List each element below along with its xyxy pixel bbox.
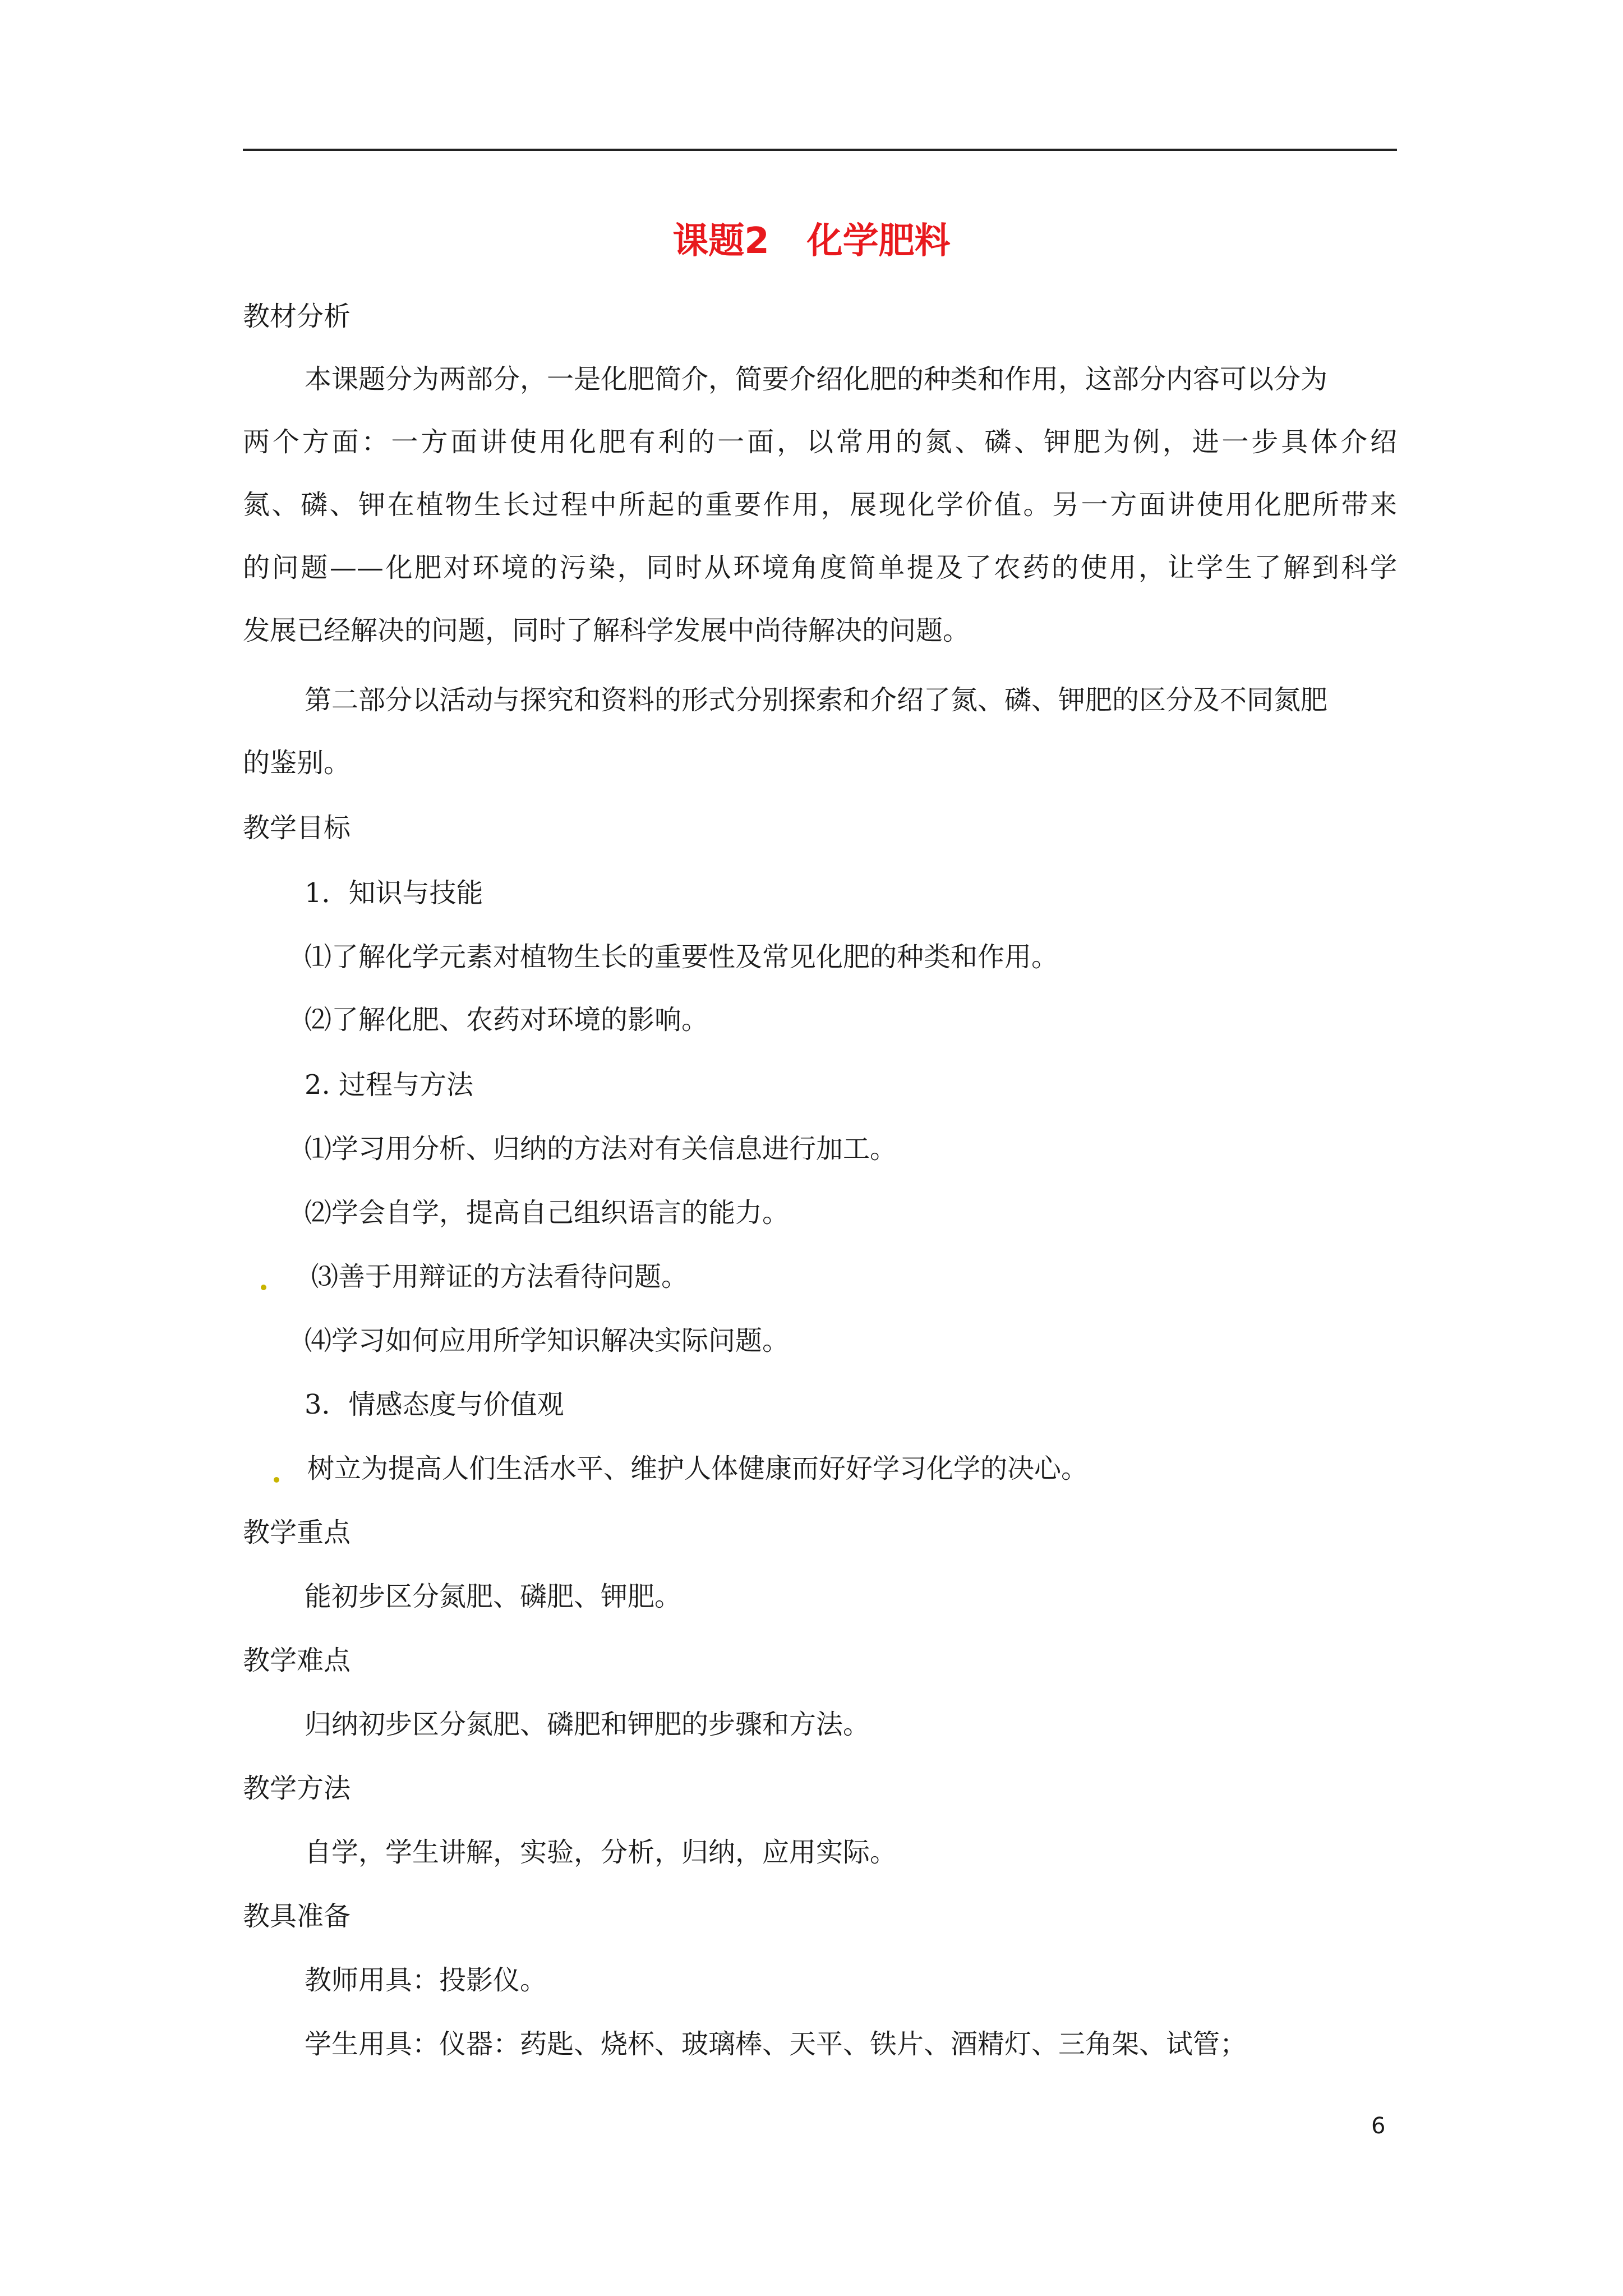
header-rule [243,149,1397,151]
analysis-p2-line1: 第二部分以活动与探究和资料的形式分别探索和介绍了氮、磷、钾肥的区分及不同氮肥 [305,684,1328,716]
goal-3: 3．情感态度与价值观 [305,1389,564,1420]
goal-3-a: 树立为提高人们生活水平、维护人体健康而好好学习化学的决心。 [307,1453,1089,1484]
analysis-p2-line2: 的鉴别。 [243,747,351,779]
analysis-p1-line3: 氮、磷、钾在植物生长过程中所起的重要作用，展现化学价值。另一方面讲使用化肥所带来 [243,489,1397,521]
analysis-p1-line4: 的问题——化肥对环境的污染，同时从环境角度简单提及了农药的使用，让学生了解到科学 [243,552,1397,583]
margin-dot [261,1285,266,1290]
goal-2: 2. 过程与方法 [305,1069,474,1101]
heading-focus: 教学重点 [243,1517,351,1548]
tools-student: 学生用具：仪器：药匙、烧杯、玻璃棒、天平、铁片、酒精灯、三角架、试管； [305,2028,1247,2060]
analysis-p1-line1: 本课题分为两部分，一是化肥简介，简要介绍化肥的种类和作用，这部分内容可以分为 [305,364,1328,395]
analysis-p1-line5: 发展已经解决的问题，同时了解科学发展中尚待解决的问题。 [243,615,970,646]
method-text: 自学，学生讲解，实验，分析，归纳，应用实际。 [305,1837,897,1868]
goal-1-b: ⑵了解化肥、农药对环境的影响。 [305,1004,709,1036]
goal-2-b: ⑵学会自学，提高自己组织语言的能力。 [305,1197,790,1228]
goal-2-c: ⑶善于用辩证的方法看待问题。 [311,1261,689,1292]
difficulty-text: 归纳初步区分氮肥、磷肥和钾肥的步骤和方法。 [305,1709,870,1740]
heading-difficulty: 教学难点 [243,1645,351,1676]
tools-teacher: 教师用具：投影仪。 [305,1964,547,1996]
heading-analysis: 教材分析 [243,301,351,332]
heading-tools: 教具准备 [243,1901,351,1932]
goal-1-a: ⑴了解化学元素对植物生长的重要性及常见化肥的种类和作用。 [305,941,1059,973]
goal-2-d: ⑷学习如何应用所学知识解决实际问题。 [305,1325,790,1356]
focus-text: 能初步区分氮肥、磷肥、钾肥。 [305,1581,682,1612]
page-title: 课题2 化学肥料 [672,220,951,262]
goal-2-a: ⑴学习用分析、归纳的方法对有关信息进行加工。 [305,1133,897,1165]
heading-goals: 教学目标 [243,812,351,844]
page-number: 6 [1371,2113,1386,2139]
heading-method: 教学方法 [243,1773,351,1804]
goal-1: 1．知识与技能 [305,877,483,909]
margin-dot [274,1477,279,1483]
analysis-p1-line2: 两个方面：一方面讲使用化肥有利的一面，以常用的氮、磷、钾肥为例，进一步具体介绍 [243,426,1397,458]
